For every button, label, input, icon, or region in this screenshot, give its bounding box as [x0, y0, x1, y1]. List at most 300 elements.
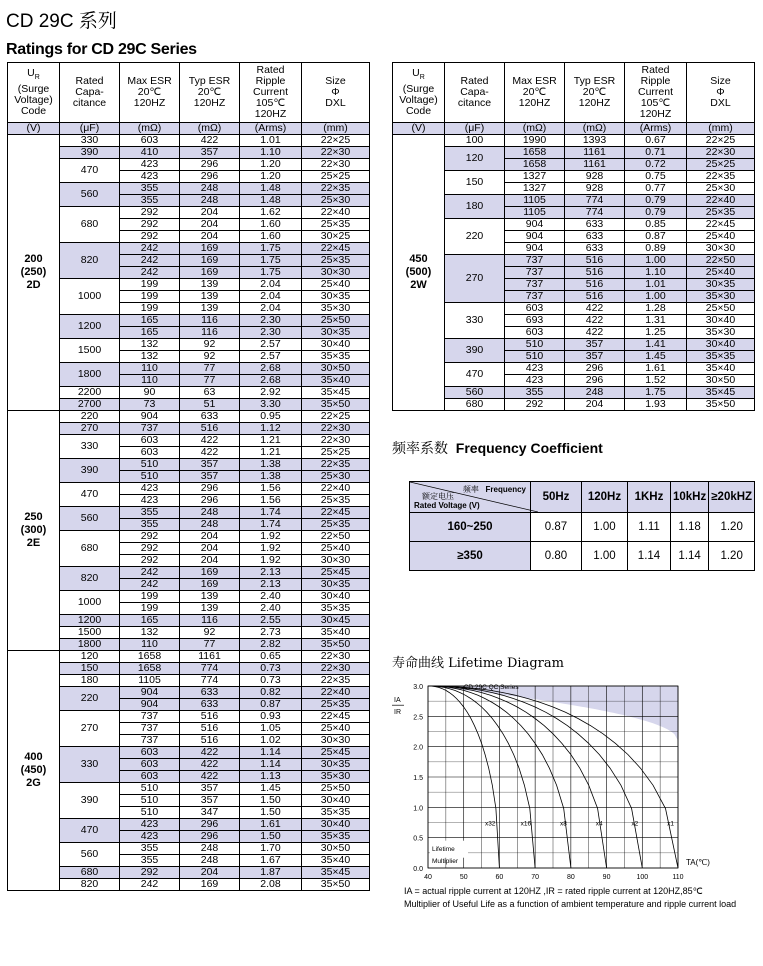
- table-row: [8, 651, 370, 663]
- value-cell: 22×40: [302, 687, 370, 699]
- value-cell: 1.52: [625, 375, 687, 387]
- value-cell: 292: [120, 867, 180, 879]
- capacitance-cell: 470: [445, 363, 505, 387]
- value-cell: 292: [120, 531, 180, 543]
- unit-cell: (Arms): [625, 123, 687, 135]
- table-row: [8, 531, 370, 543]
- capacitance-cell: 470: [60, 483, 120, 507]
- value-cell: 35×50: [302, 399, 370, 411]
- x-tick-label: 90: [602, 874, 611, 881]
- table-row: [393, 387, 755, 399]
- value-cell: 774: [565, 195, 625, 207]
- value-cell: 0.87: [240, 699, 302, 711]
- capacitance-cell: 180: [60, 675, 120, 687]
- value-cell: 248: [180, 507, 240, 519]
- freq-cell: 1.14: [628, 542, 671, 571]
- value-cell: 737: [505, 291, 565, 303]
- value-cell: 30×25: [302, 231, 370, 243]
- capacitance-cell: 330: [445, 303, 505, 339]
- value-cell: 132: [120, 627, 180, 639]
- capacitance-cell: 220: [60, 411, 120, 423]
- table-row: [8, 879, 370, 891]
- value-cell: 633: [180, 687, 240, 699]
- x-tick-label: 60: [495, 874, 504, 881]
- value-cell: 25×35: [302, 495, 370, 507]
- value-cell: 30×35: [302, 759, 370, 771]
- voltage-cell: 450 (500) 2W: [393, 135, 445, 411]
- capacitance-cell: 390: [60, 783, 120, 819]
- value-cell: 1.12: [240, 423, 302, 435]
- value-cell: 1658: [505, 159, 565, 171]
- value-cell: 355: [120, 855, 180, 867]
- value-cell: 25×35: [687, 207, 755, 219]
- table-row: [8, 363, 370, 375]
- value-cell: 22×25: [687, 135, 755, 147]
- capacitance-cell: 1800: [60, 639, 120, 651]
- value-cell: 1658: [120, 651, 180, 663]
- value-cell: 422: [180, 447, 240, 459]
- value-cell: 35×30: [687, 291, 755, 303]
- column-header: Max ESR 20℃ 120HZ: [505, 63, 565, 123]
- value-cell: 1.74: [240, 519, 302, 531]
- value-cell: 169: [180, 567, 240, 579]
- x-tick-label: 50: [459, 874, 468, 881]
- table-row: [8, 615, 370, 627]
- value-cell: 516: [565, 279, 625, 291]
- value-cell: 248: [180, 195, 240, 207]
- freq-cell: 1.14: [671, 542, 709, 571]
- value-cell: 357: [180, 459, 240, 471]
- table-row: [8, 567, 370, 579]
- value-cell: 633: [565, 231, 625, 243]
- value-cell: 204: [180, 555, 240, 567]
- table-row: [393, 399, 755, 411]
- value-cell: 116: [180, 327, 240, 339]
- capacitance-cell: 680: [60, 531, 120, 567]
- table-row: [8, 279, 370, 291]
- value-cell: 242: [120, 267, 180, 279]
- frequency-title-cn: 频率系数: [392, 440, 448, 456]
- value-cell: 1.75: [240, 255, 302, 267]
- value-cell: 77: [180, 363, 240, 375]
- y-tick-label: 2.0: [413, 744, 423, 752]
- capacitance-cell: 120: [445, 147, 505, 171]
- value-cell: 1.38: [240, 471, 302, 483]
- x-axis-label: TA(℃): [686, 858, 710, 867]
- value-cell: 242: [120, 243, 180, 255]
- freq-cell: 0.80: [531, 542, 582, 571]
- lifetime-title-cn: 寿命曲线: [392, 656, 445, 671]
- unit-cell: (Arms): [240, 123, 302, 135]
- multiplier-label-2: Multiplier: [432, 858, 459, 866]
- value-cell: 22×35: [302, 459, 370, 471]
- freq-col-4: ≥20kHZ: [709, 482, 755, 513]
- curve-label: x2: [631, 820, 639, 828]
- table-row: [8, 315, 370, 327]
- value-cell: 242: [120, 579, 180, 591]
- value-cell: 22×35: [302, 675, 370, 687]
- value-cell: 25×25: [302, 447, 370, 459]
- value-cell: 633: [180, 699, 240, 711]
- value-cell: 737: [505, 279, 565, 291]
- value-cell: 423: [120, 495, 180, 507]
- value-cell: 357: [565, 339, 625, 351]
- lifetime-title: [392, 652, 564, 671]
- value-cell: 296: [180, 831, 240, 843]
- value-cell: 73: [120, 399, 180, 411]
- value-cell: 355: [120, 195, 180, 207]
- value-cell: 199: [120, 279, 180, 291]
- value-cell: 355: [120, 519, 180, 531]
- value-cell: 30×30: [687, 243, 755, 255]
- value-cell: 1327: [505, 171, 565, 183]
- capacitance-cell: 220: [445, 219, 505, 255]
- x-tick-label: 70: [531, 874, 540, 881]
- value-cell: 357: [180, 783, 240, 795]
- y-tick-label: 1.0: [413, 805, 423, 813]
- table-row: [8, 483, 370, 495]
- value-cell: 22×35: [687, 171, 755, 183]
- value-cell: 410: [120, 147, 180, 159]
- value-cell: 0.67: [625, 135, 687, 147]
- table-row: [393, 303, 755, 315]
- frequency-table: [409, 481, 755, 571]
- value-cell: 25×25: [302, 171, 370, 183]
- column-header: $U_R$ (Surge Voltage) Code: [393, 63, 445, 123]
- value-cell: 35×30: [687, 327, 755, 339]
- unit-cell: (mΩ): [505, 123, 565, 135]
- value-cell: 30×40: [302, 819, 370, 831]
- value-cell: 2.82: [240, 639, 302, 651]
- lifetime-diagram: [380, 676, 760, 886]
- value-cell: 603: [120, 759, 180, 771]
- value-cell: 22×25: [302, 411, 370, 423]
- value-cell: 0.72: [625, 159, 687, 171]
- value-cell: 1393: [565, 135, 625, 147]
- curve-label: x16: [520, 820, 532, 828]
- table-row: [8, 507, 370, 519]
- table-row: [393, 195, 755, 207]
- value-cell: 296: [180, 159, 240, 171]
- capacitance-cell: 2200: [60, 387, 120, 399]
- series-label: CD 29C QC Series: [463, 684, 519, 692]
- value-cell: 904: [120, 687, 180, 699]
- value-cell: 0.79: [625, 195, 687, 207]
- table-row: [8, 135, 370, 147]
- value-cell: 516: [180, 423, 240, 435]
- value-cell: 516: [565, 291, 625, 303]
- freq-row-label-1: ≥350: [410, 542, 531, 571]
- value-cell: 355: [120, 843, 180, 855]
- value-cell: 0.75: [625, 171, 687, 183]
- value-cell: 204: [180, 219, 240, 231]
- value-cell: 25×40: [302, 279, 370, 291]
- value-cell: 737: [505, 255, 565, 267]
- table-row: [8, 399, 370, 411]
- value-cell: 0.79: [625, 207, 687, 219]
- value-cell: 347: [180, 807, 240, 819]
- x-tick-label: 100: [636, 874, 649, 881]
- value-cell: 25×50: [302, 783, 370, 795]
- value-cell: 30×50: [302, 363, 370, 375]
- value-cell: 1161: [565, 159, 625, 171]
- capacitance-cell: 390: [445, 339, 505, 363]
- value-cell: 30×35: [302, 327, 370, 339]
- value-cell: 1.75: [240, 243, 302, 255]
- value-cell: 35×50: [687, 399, 755, 411]
- y-label-bottom: IR: [394, 709, 401, 717]
- voltage-cell: 250 (300) 2E: [8, 411, 60, 651]
- value-cell: 30×40: [302, 591, 370, 603]
- column-header: $U_R$ (Surge Voltage) Code: [8, 63, 60, 123]
- value-cell: 92: [180, 351, 240, 363]
- value-cell: 2.68: [240, 363, 302, 375]
- capacitance-cell: 180: [445, 195, 505, 219]
- value-cell: 0.93: [240, 711, 302, 723]
- lifetime-title-en: Lifetime Diagram: [448, 656, 564, 671]
- freq-cell: 0.87: [531, 513, 582, 542]
- value-cell: 2.57: [240, 339, 302, 351]
- value-cell: 204: [565, 399, 625, 411]
- value-cell: 1.13: [240, 771, 302, 783]
- value-cell: 22×30: [302, 423, 370, 435]
- value-cell: 633: [565, 243, 625, 255]
- value-cell: 132: [120, 351, 180, 363]
- value-cell: 423: [120, 159, 180, 171]
- value-cell: 1.92: [240, 555, 302, 567]
- value-cell: 248: [180, 183, 240, 195]
- value-cell: 423: [120, 483, 180, 495]
- table-row: [393, 219, 755, 231]
- value-cell: 1105: [505, 207, 565, 219]
- capacitance-cell: 680: [445, 399, 505, 411]
- value-cell: 693: [505, 315, 565, 327]
- value-cell: 904: [120, 411, 180, 423]
- table-row: [8, 687, 370, 699]
- capacitance-cell: 330: [60, 747, 120, 783]
- capacitance-cell: 560: [60, 183, 120, 207]
- table-row: [8, 819, 370, 831]
- value-cell: 2.30: [240, 315, 302, 327]
- value-cell: 1.25: [625, 327, 687, 339]
- value-cell: 2.55: [240, 615, 302, 627]
- value-cell: 242: [120, 567, 180, 579]
- value-cell: 2.57: [240, 351, 302, 363]
- freq-col-2: 1KHz: [628, 482, 671, 513]
- value-cell: 355: [505, 387, 565, 399]
- freq-cell: 1.11: [628, 513, 671, 542]
- column-header: Size Φ DXL: [302, 63, 370, 123]
- value-cell: 63: [180, 387, 240, 399]
- value-cell: 199: [120, 303, 180, 315]
- capacitance-cell: 120: [60, 651, 120, 663]
- value-cell: 35×40: [687, 363, 755, 375]
- value-cell: 1990: [505, 135, 565, 147]
- table-row: [393, 147, 755, 159]
- table-row: [393, 363, 755, 375]
- units-row: [8, 123, 370, 135]
- y-tick-label: 0.5: [413, 835, 423, 843]
- value-cell: 30×40: [687, 339, 755, 351]
- value-cell: 139: [180, 603, 240, 615]
- value-cell: 35×45: [687, 387, 755, 399]
- value-cell: 603: [120, 771, 180, 783]
- value-cell: 292: [120, 543, 180, 555]
- value-cell: 110: [120, 375, 180, 387]
- value-cell: 132: [120, 339, 180, 351]
- header-row: [8, 63, 370, 123]
- value-cell: 0.73: [240, 675, 302, 687]
- column-header: Typ ESR 20℃ 120HZ: [180, 63, 240, 123]
- value-cell: 296: [180, 171, 240, 183]
- value-cell: 510: [505, 351, 565, 363]
- value-cell: 0.82: [240, 687, 302, 699]
- value-cell: 1.10: [625, 267, 687, 279]
- value-cell: 603: [120, 435, 180, 447]
- value-cell: 1.10: [240, 147, 302, 159]
- value-cell: 422: [180, 747, 240, 759]
- value-cell: 25×40: [302, 543, 370, 555]
- value-cell: 1.87: [240, 867, 302, 879]
- value-cell: 357: [180, 147, 240, 159]
- value-cell: 0.89: [625, 243, 687, 255]
- value-cell: 204: [180, 231, 240, 243]
- value-cell: 30×30: [302, 555, 370, 567]
- value-cell: 1.28: [625, 303, 687, 315]
- freq-col-1: 120Hz: [582, 482, 628, 513]
- value-cell: 22×30: [302, 159, 370, 171]
- freq-col-0: 50Hz: [531, 482, 582, 513]
- value-cell: 25×35: [302, 519, 370, 531]
- value-cell: 3.30: [240, 399, 302, 411]
- value-cell: 1.45: [240, 783, 302, 795]
- unit-cell: (V): [393, 123, 445, 135]
- value-cell: 1.93: [625, 399, 687, 411]
- value-cell: 0.85: [625, 219, 687, 231]
- value-cell: 2.13: [240, 579, 302, 591]
- value-cell: 633: [180, 411, 240, 423]
- ratings-table-right: [392, 62, 755, 411]
- value-cell: 516: [180, 735, 240, 747]
- value-cell: 139: [180, 303, 240, 315]
- value-cell: 25×30: [302, 195, 370, 207]
- value-cell: 0.95: [240, 411, 302, 423]
- capacitance-cell: 100: [445, 135, 505, 147]
- value-cell: 30×40: [687, 315, 755, 327]
- table-row: [8, 867, 370, 879]
- value-cell: 1658: [505, 147, 565, 159]
- table-row: [8, 243, 370, 255]
- capacitance-cell: 680: [60, 867, 120, 879]
- value-cell: 35×50: [302, 639, 370, 651]
- value-cell: 22×45: [687, 219, 755, 231]
- capacitance-cell: 1800: [60, 363, 120, 387]
- value-cell: 2.92: [240, 387, 302, 399]
- value-cell: 30×40: [302, 339, 370, 351]
- value-cell: 35×40: [302, 627, 370, 639]
- value-cell: 116: [180, 315, 240, 327]
- value-cell: 292: [120, 219, 180, 231]
- value-cell: 30×30: [302, 735, 370, 747]
- value-cell: 30×50: [302, 843, 370, 855]
- unit-cell: (μF): [60, 123, 120, 135]
- lifetime-note-1: IA = actual ripple current at 120HZ ,IR = rated ripple current at 120HZ,85℃: [404, 886, 703, 896]
- value-cell: 774: [180, 675, 240, 687]
- value-cell: 22×30: [302, 147, 370, 159]
- value-cell: 510: [120, 783, 180, 795]
- y-tick-label: 2.5: [413, 714, 423, 722]
- value-cell: 357: [565, 351, 625, 363]
- value-cell: 1.00: [625, 291, 687, 303]
- corner-volt-cn: 额定电压: [422, 492, 454, 501]
- value-cell: 422: [180, 771, 240, 783]
- value-cell: 22×45: [302, 711, 370, 723]
- multiplier-label-1: Lifetime: [432, 846, 455, 854]
- value-cell: 516: [180, 711, 240, 723]
- value-cell: 904: [505, 219, 565, 231]
- value-cell: 25×25: [687, 159, 755, 171]
- value-cell: 296: [565, 375, 625, 387]
- value-cell: 90: [120, 387, 180, 399]
- value-cell: 737: [120, 735, 180, 747]
- value-cell: 165: [120, 615, 180, 627]
- value-cell: 169: [180, 879, 240, 891]
- capacitance-cell: 150: [445, 171, 505, 195]
- value-cell: 2.68: [240, 375, 302, 387]
- table-row: [8, 783, 370, 795]
- value-cell: 169: [180, 267, 240, 279]
- column-header: Typ ESR 20℃ 120HZ: [565, 63, 625, 123]
- value-cell: 510: [120, 459, 180, 471]
- voltage-cell: 400 (450) 2G: [8, 651, 60, 891]
- value-cell: 165: [120, 315, 180, 327]
- table-row: [8, 459, 370, 471]
- value-cell: 22×25: [302, 135, 370, 147]
- value-cell: 1.62: [240, 207, 302, 219]
- unit-cell: (mΩ): [565, 123, 625, 135]
- value-cell: 1161: [180, 651, 240, 663]
- value-cell: 928: [565, 183, 625, 195]
- column-header: Rated Capa- citance: [445, 63, 505, 123]
- value-cell: 774: [180, 663, 240, 675]
- table-row: [8, 423, 370, 435]
- value-cell: 199: [120, 291, 180, 303]
- value-cell: 737: [120, 723, 180, 735]
- freq-row-label-0: 160~250: [410, 513, 531, 542]
- value-cell: 737: [120, 423, 180, 435]
- table-row: [8, 147, 370, 159]
- value-cell: 904: [505, 243, 565, 255]
- value-cell: 510: [120, 471, 180, 483]
- value-cell: 30×35: [302, 579, 370, 591]
- column-header: Rated Ripple Current 105℃ 120HZ: [625, 63, 687, 123]
- value-cell: 248: [565, 387, 625, 399]
- value-cell: 423: [120, 171, 180, 183]
- freq-cell: 1.20: [709, 542, 755, 571]
- capacitance-cell: 470: [60, 159, 120, 183]
- value-cell: 423: [120, 819, 180, 831]
- page-title-en: Ratings for CD 29C Series: [6, 41, 197, 58]
- value-cell: 904: [505, 231, 565, 243]
- value-cell: 1327: [505, 183, 565, 195]
- capacitance-cell: 560: [445, 387, 505, 399]
- table-row: [8, 207, 370, 219]
- value-cell: 110: [120, 363, 180, 375]
- header-row: [393, 63, 755, 123]
- table-row: [8, 339, 370, 351]
- value-cell: 422: [180, 435, 240, 447]
- value-cell: 357: [180, 795, 240, 807]
